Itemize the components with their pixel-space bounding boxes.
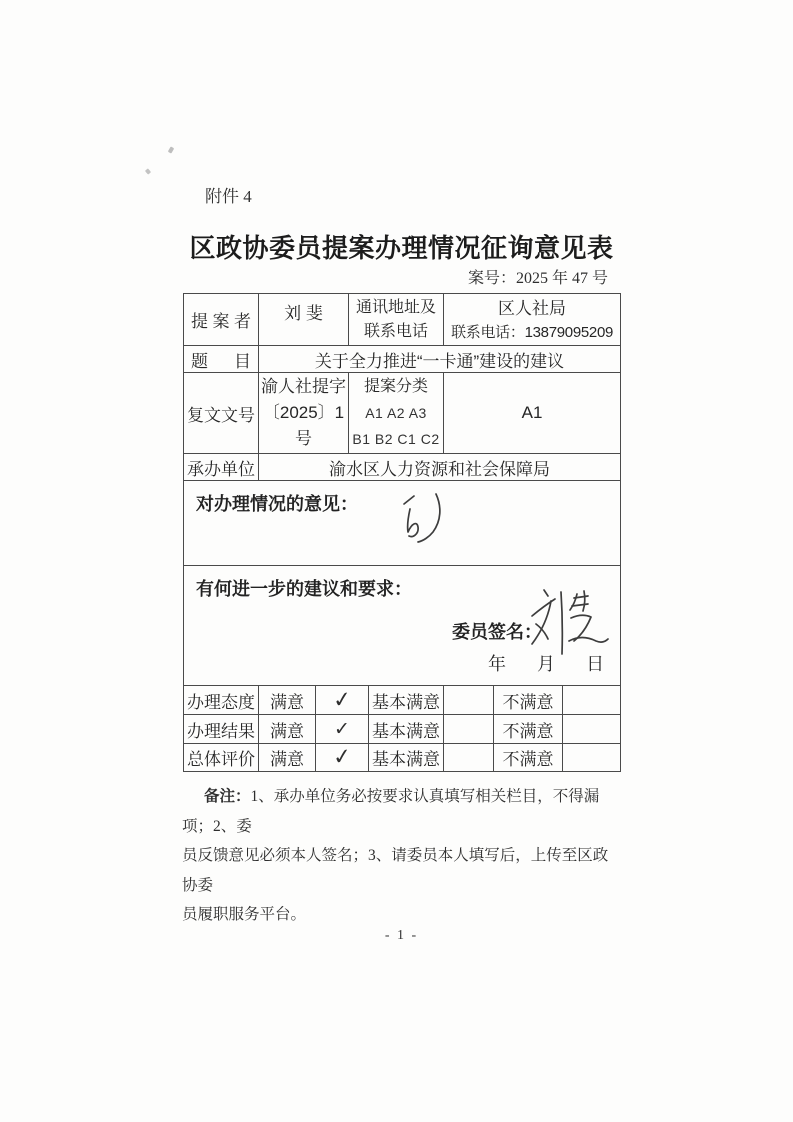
check-mark: ✓ [334, 718, 350, 740]
attachment-label: 附件 4 [205, 187, 252, 206]
basic-option: 基本满意 [369, 686, 444, 715]
remarks-line1: 备注：1、承办单位务必按要求认真填写相关栏目，不得漏项；2、委 [182, 788, 600, 835]
rating-label-cell [184, 744, 259, 772]
contact-value-cell [444, 294, 621, 346]
month-label: 月 [537, 654, 556, 674]
scan-speck [145, 168, 151, 174]
category-label: 提案分类 [364, 378, 429, 395]
opinion-form-table [183, 293, 621, 772]
rating-row-overall [184, 744, 621, 772]
satisfied-option: 满意 [259, 744, 316, 772]
subject-label-cell [184, 346, 259, 373]
contact-org: 区人社局 [498, 298, 567, 318]
check-mark: ✓ [331, 744, 353, 771]
row-undertaker [184, 454, 621, 481]
category-cell [349, 373, 444, 454]
proposer-label-cell [184, 294, 259, 346]
suggestion-label: 有何进一步的建议和要求： [196, 579, 412, 599]
contact-header-cell [349, 294, 444, 346]
rating-label: 总体评价 [187, 750, 255, 769]
reply-doc-no-cell [259, 373, 349, 454]
proposer-label: 提案者 [191, 312, 251, 331]
row-reply-doc [184, 373, 621, 454]
dissatisfied-option: 不满意 [494, 744, 563, 772]
basic-mark-cell [444, 686, 494, 715]
undertaker-value: 渝水区人力资源和社会保障局 [329, 459, 551, 479]
opinion-label: 对办理情况的意见： [196, 494, 358, 514]
dissatisfied-mark-cell [563, 744, 621, 772]
rating-row-attitude [184, 686, 621, 715]
basic-option: 基本满意 [369, 715, 444, 744]
reply-doc-no-line1: 渝人社提字 [261, 377, 346, 396]
member-signature-label: 委员签名： [452, 622, 542, 642]
remarks-line3: 员履职服务平台。 [182, 906, 307, 923]
basic-mark-cell [444, 744, 494, 772]
dissatisfied-option: 不满意 [494, 715, 563, 744]
contact-phone: 联系电话：13879095209 [451, 323, 614, 341]
category-options-line1: A1 A2 A3 [365, 405, 427, 421]
remarks-label: 备注： [204, 788, 251, 805]
contact-header-line1: 通讯地址及 [356, 298, 437, 316]
proposer-name-cell [259, 294, 349, 346]
satisfied-mark-cell [316, 744, 369, 772]
reply-doc-no-line2: 〔2025〕1 号 [262, 403, 345, 448]
remarks [182, 782, 622, 930]
opinion-cell [184, 481, 621, 566]
subject-label: 题目 [191, 351, 251, 371]
day-label: 日 [586, 654, 605, 674]
reply-label: 复文文号 [187, 405, 255, 425]
satisfied-mark-cell [316, 686, 369, 715]
category-value-cell [444, 373, 621, 454]
row-suggestion [184, 566, 621, 686]
undertaker-value-cell [259, 454, 621, 481]
handwritten-none-mark [398, 491, 444, 549]
page-number: - 1 - [384, 928, 419, 943]
year-label: 年 [488, 654, 507, 674]
satisfied-option: 满意 [259, 715, 316, 744]
category-value: A1 [521, 403, 543, 422]
suggestion-cell [184, 566, 621, 686]
subject-value-cell [259, 346, 621, 373]
row-opinion [184, 481, 621, 566]
contact-header-line2: 联系电话 [364, 322, 429, 340]
rating-label-cell [184, 715, 259, 744]
case-number: 案号：2025 年 47 号 [467, 270, 608, 287]
remarks-line2: 员反馈意见必须本人签名；3、请委员本人填写后，上传至区政协委 [182, 847, 609, 894]
satisfied-mark-cell [316, 715, 369, 744]
dissatisfied-option: 不满意 [494, 686, 563, 715]
form-title: 区政协委员提案办理情况征询意见表 [189, 234, 614, 263]
rating-label: 办理态度 [187, 692, 255, 712]
row-subject [184, 346, 621, 373]
satisfied-option: 满意 [259, 686, 316, 715]
category-options-line2: B1 B2 C1 C2 [352, 431, 440, 447]
undertaker-label-cell [184, 454, 259, 481]
row-proposer [184, 294, 621, 346]
dissatisfied-mark-cell [563, 715, 621, 744]
dissatisfied-mark-cell [563, 686, 621, 715]
subject-value: 关于全力推进“一卡通”建设的建议 [314, 351, 565, 371]
proposer-name: 刘 斐 [284, 304, 323, 323]
rating-label-cell [184, 686, 259, 715]
date-line [488, 650, 604, 676]
reply-label-cell [184, 373, 259, 454]
check-mark: ✓ [331, 686, 353, 714]
basic-option: 基本满意 [369, 744, 444, 772]
undertaker-label: 承办单位 [187, 459, 255, 479]
basic-mark-cell [444, 715, 494, 744]
scan-speck [168, 146, 174, 153]
rating-label: 办理结果 [187, 721, 255, 741]
rating-row-result [184, 715, 621, 744]
